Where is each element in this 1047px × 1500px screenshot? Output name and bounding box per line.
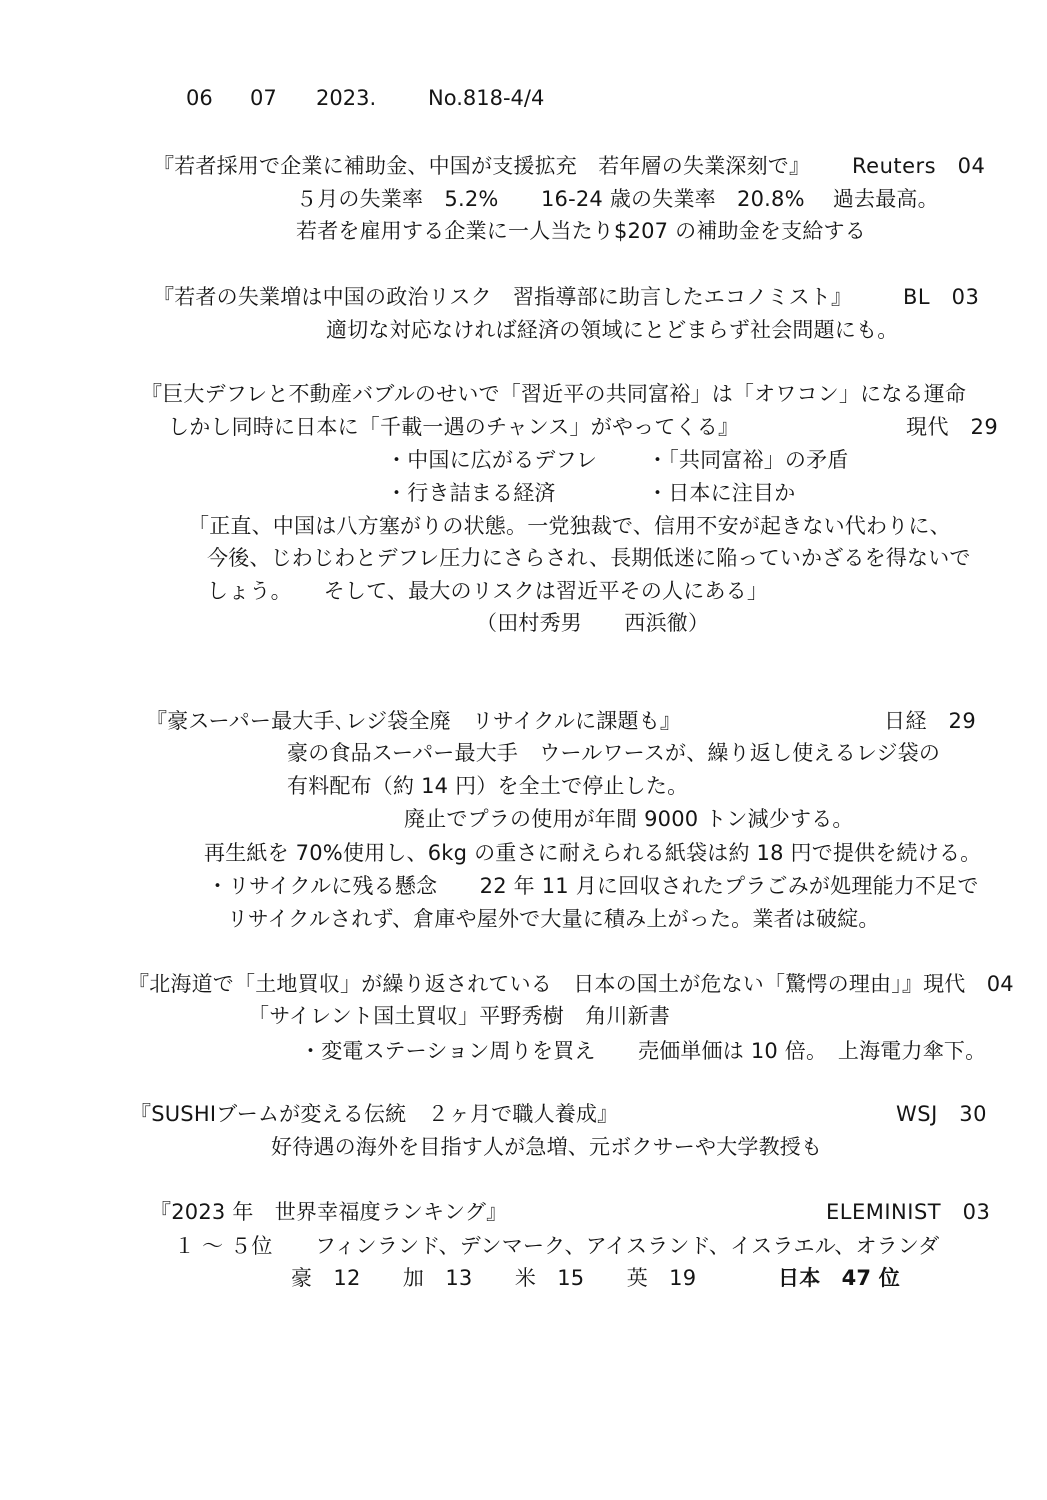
article-7-source: ELEMINIST 03	[826, 1200, 991, 1224]
article-5-line-1: 「サイレント国土買収」平野秀樹 角川新書	[248, 1004, 671, 1028]
article-7-line-1: １ ～ ５位 フィンランド、デンマーク、アイスランド、イスラエル、オランダ	[174, 1234, 940, 1258]
article-3-bullet-4: ・日本に注目か	[647, 481, 796, 505]
article-4-line-1: 豪の食品スーパー最大手 ウールワースが、繰り返し使えるレジ袋の	[287, 741, 941, 765]
article-4-line-2: 有料配布（約 14 円）を全土で停止した。	[287, 774, 689, 798]
article-4-line-4: 再生紙を 70%使用し、6kg の重さに耐えられる紙袋は約 18 円で提供を続ける。	[204, 841, 982, 865]
article-1-line-1: ５月の失業率 5.2% 16-24 歳の失業率 20.8% 過去最高。	[296, 187, 939, 211]
article-1-line-2: 若者を雇用する企業に一人当たり$207 の補助金を支給する	[296, 219, 866, 243]
article-7-line-2: 豪 12 加 13 米 15 英 19	[291, 1266, 697, 1290]
date-year: 2023.	[316, 86, 377, 110]
article-4-source: 日経 29	[884, 709, 977, 733]
article-7-japan-rank: 日本 47 位	[778, 1266, 900, 1290]
article-1-title: 『若者採用で企業に補助金、中国が支援拡充 若年層の失業深刻で』	[153, 154, 811, 178]
article-6-line-1: 好待遇の海外を目指す人が急増、元ボクサーや大学教授も	[271, 1135, 823, 1159]
article-4-title: 『豪スーパー最大手､レジ袋全廃 リサイクルに課題も』	[146, 709, 682, 733]
article-3-bullet-1: ・中国に広がるデフレ	[386, 448, 598, 472]
article-4-line-3: 廃止でプラの使用が年間 9000 トン減少する。	[404, 807, 854, 831]
article-3-bullet-2: ・「共同富裕」の矛盾	[647, 448, 849, 472]
article-2-line-1: 適切な対応なければ経済の領域にとどまらず社会問題にも。	[326, 318, 899, 342]
article-7-title: 『2023 年 世界幸福度ランキング』	[150, 1200, 508, 1224]
article-3-title: 『巨大デフレと不動産バブルのせいで「習近平の共同富裕」は「オワコン」になる運命	[141, 382, 967, 406]
date-month: 07	[250, 86, 277, 110]
article-3-quote-3: しょう。 そして、最大のリスクは習近平その人にある」	[207, 579, 769, 603]
article-3-source: 現代 29	[906, 415, 999, 439]
article-3-quote-2: 今後、じわじわとデフレ圧力にさらされ、長期低迷に陥っていかざるを得ないで	[207, 546, 971, 570]
article-3-title-2: しかし同時に日本に「千載一遇のチャンス」がやってくる』	[168, 415, 740, 439]
article-5-line-2: ・変電ステーション周りを買え 売価単価は 10 倍。 上海電力傘下。	[300, 1039, 987, 1063]
article-6-source: WSJ 30	[896, 1102, 988, 1126]
article-6-title: 『SUSHIブームが変える伝統 ２ヶ月で職人養成』	[130, 1102, 619, 1126]
article-5-title: 『北海道で「土地買収」が繰り返されている 日本の国土が危ない「驚愕の理由」』現代 04	[128, 972, 1014, 996]
date-day: 06	[186, 86, 213, 110]
article-3-quote-1: 「正直、中国は八方塞がりの状態。一党独裁で、信用不安が起きない代わりに、	[188, 514, 951, 538]
article-3-bullet-3: ・行き詰まる経済	[386, 481, 556, 505]
article-4-line-5: ・リサイクルに残る懸念 22 年 11 月に回収されたプラごみが処理能力不足で	[207, 874, 979, 898]
article-2-title: 『若者の失業増は中国の政治リスク 習指導部に助言したエコノミスト』	[153, 285, 853, 309]
article-4-line-6: リサイクルされず、倉庫や屋外で大量に積み上がった。業者は破綻。	[227, 907, 880, 931]
article-2-source: BL 03	[903, 285, 980, 309]
article-1-source: Reuters 04	[852, 154, 986, 178]
article-3-authors: （田村秀男 西浜徹）	[476, 611, 710, 635]
issue-number: No.818-4/4	[428, 86, 545, 110]
